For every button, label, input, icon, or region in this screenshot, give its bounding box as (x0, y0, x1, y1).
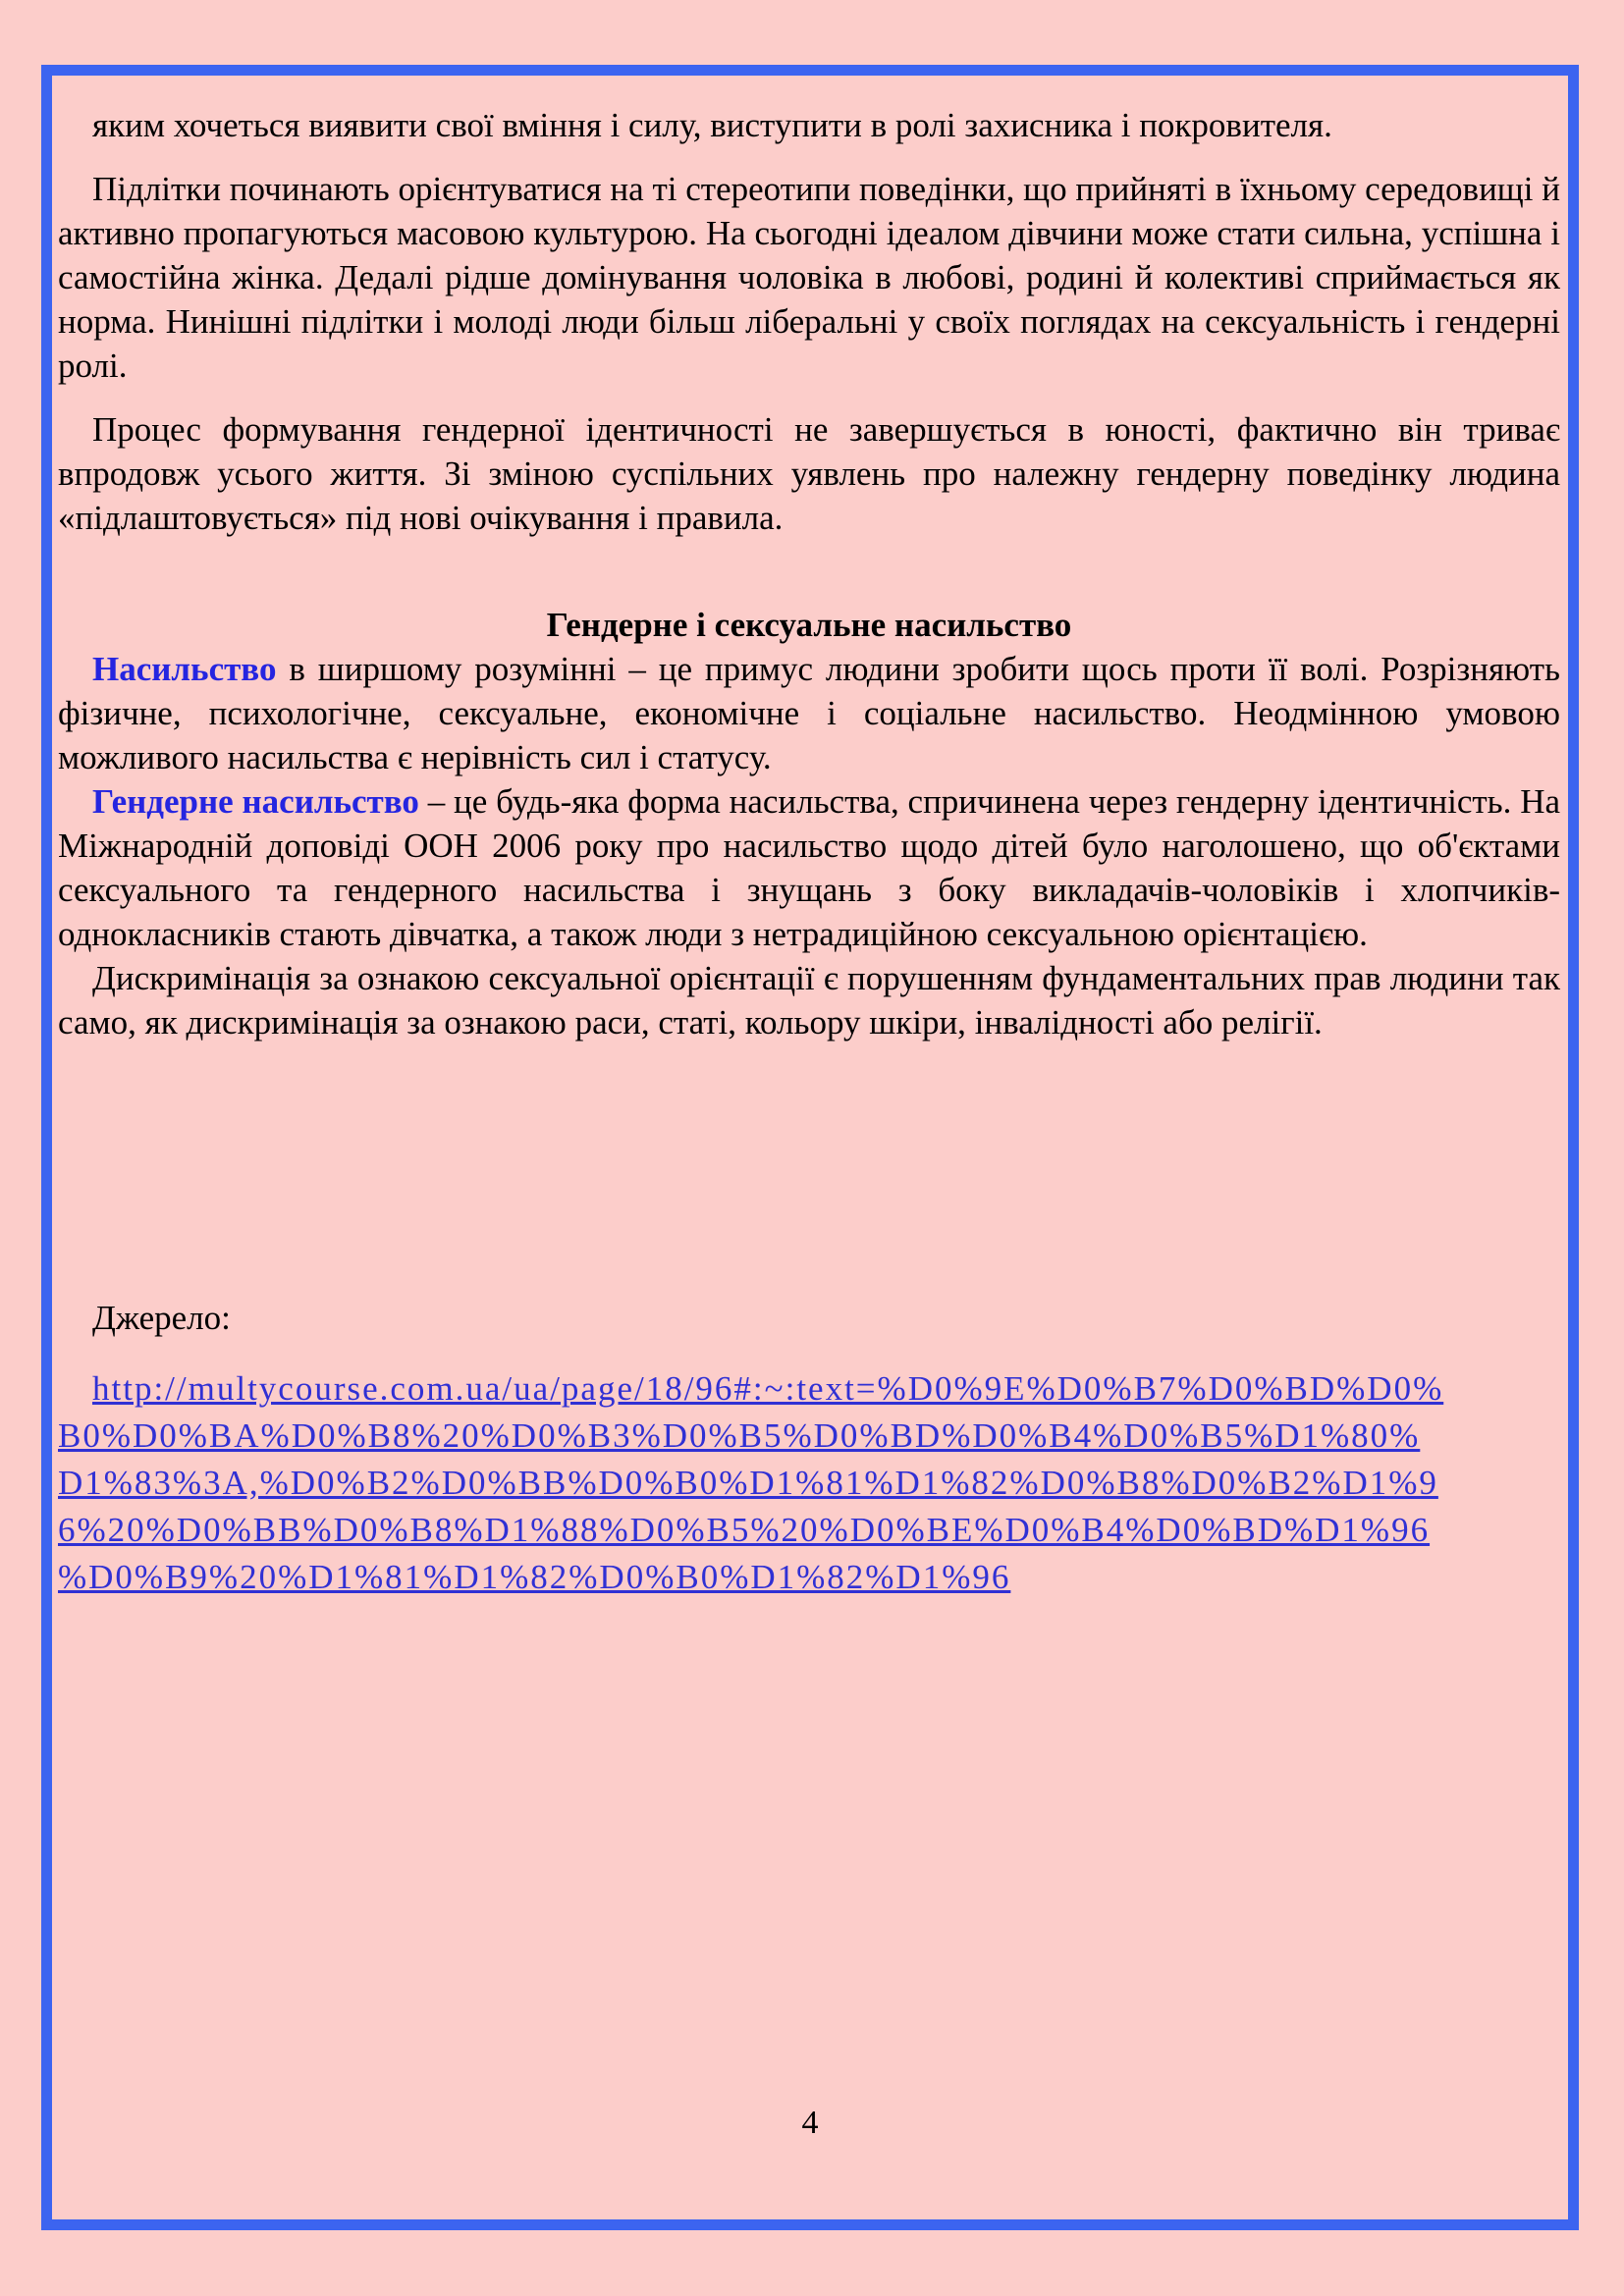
page-number: 4 (801, 2105, 819, 2141)
source-link-line: B0%D0%BA%D0%B8%20%D0%B3%D0%B5%D0%BD%D0%B4%D0%B5%D1%80% (58, 1416, 1421, 1455)
source-link-line: %D0%B9%20%D1%81%D1%82%D0%B0%D1%82%D1%96 (58, 1558, 1011, 1596)
source-link-line: D1%83%3A,%D0%B2%D0%BB%D0%B0%D1%81%D1%82%D0%B8%D0%B2%D1%9 (58, 1464, 1438, 1502)
paragraph-stereotypes: Підлітки починають орієнтуватися на ті стереотипи поведінки, що прийняті в їхньому середовищі й активно пропагуються масовою культурою. На сьогодні ідеалом дівчини може стати сильна, успішна і самостійна жінка. Дедалі рідше домінування чоловіка в любові, родині й колективі сприймається як норма. Нинішні підлітки і молоді люди більш ліберальні у своїх поглядах на сексуальність і гендерні ролі. (58, 170, 1560, 385)
source-link[interactable] (58, 1365, 1560, 1601)
section-heading: Гендерне і сексуальне насильство (546, 606, 1072, 644)
paragraph-discrimination: Дискримінація за ознакою сексуальної орієнтації є порушенням фундаментальних прав людини так само, як дискримінація за ознакою раси, статі, кольору шкіри, інвалідності або релігії. (58, 959, 1560, 1041)
paragraph-continuation: яким хочеться виявити свої вміння і силу, виступити в ролі захисника і покровителя. (92, 106, 1332, 144)
paragraph-identity-process: Процес формування гендерної ідентичності не завершується в юності, фактично він триває впродовж усього життя. Зі зміною суспільних уявлень про належну гендерну поведінку людина «підлаштовується» під нові очікування і правила. (58, 410, 1560, 537)
source-link-line: 6%20%D0%BB%D0%B8%D1%88%D0%B5%20%D0%BE%D0%B4%D0%BD%D1%96 (58, 1511, 1431, 1549)
term-violence: Насильство (92, 650, 277, 688)
term-gender-violence: Гендерне насильство (92, 782, 419, 821)
text-area (52, 76, 1568, 2219)
paragraph-violence-definition-text: в ширшому розумінні – це примус людини зробити щось проти її волі. Розрізняють фізичне, психологічне, сексуальне, економічне і соціальне насильство. Неодмінною умовою можливого насильства є нерівність сил і статусу. (58, 650, 1560, 776)
page-border-frame (41, 65, 1579, 2230)
source-link-line: http://multycourse.com.ua/ua/page/18/96#:~:text=%D0%9E%D0%B7%D0%BD%D0% (92, 1369, 1444, 1408)
paragraph-violence-definition (58, 647, 1560, 779)
paragraph-gender-violence-text: – це будь-яка форма насильства, спричинена через гендерну ідентичність. На Міжнародній доповіді ООН 2006 року про насильство щодо дітей було наголошено, що об'єктами сексуального та гендерного насильства і знущань з боку викладачів-чоловіків і хлопчиків-однокласників стають дівчатка, а також люди з нетрадиційною сексуальною орієнтацією. (58, 782, 1561, 953)
source-label: Джерело: (92, 1299, 231, 1337)
paragraph-gender-violence (58, 779, 1560, 956)
